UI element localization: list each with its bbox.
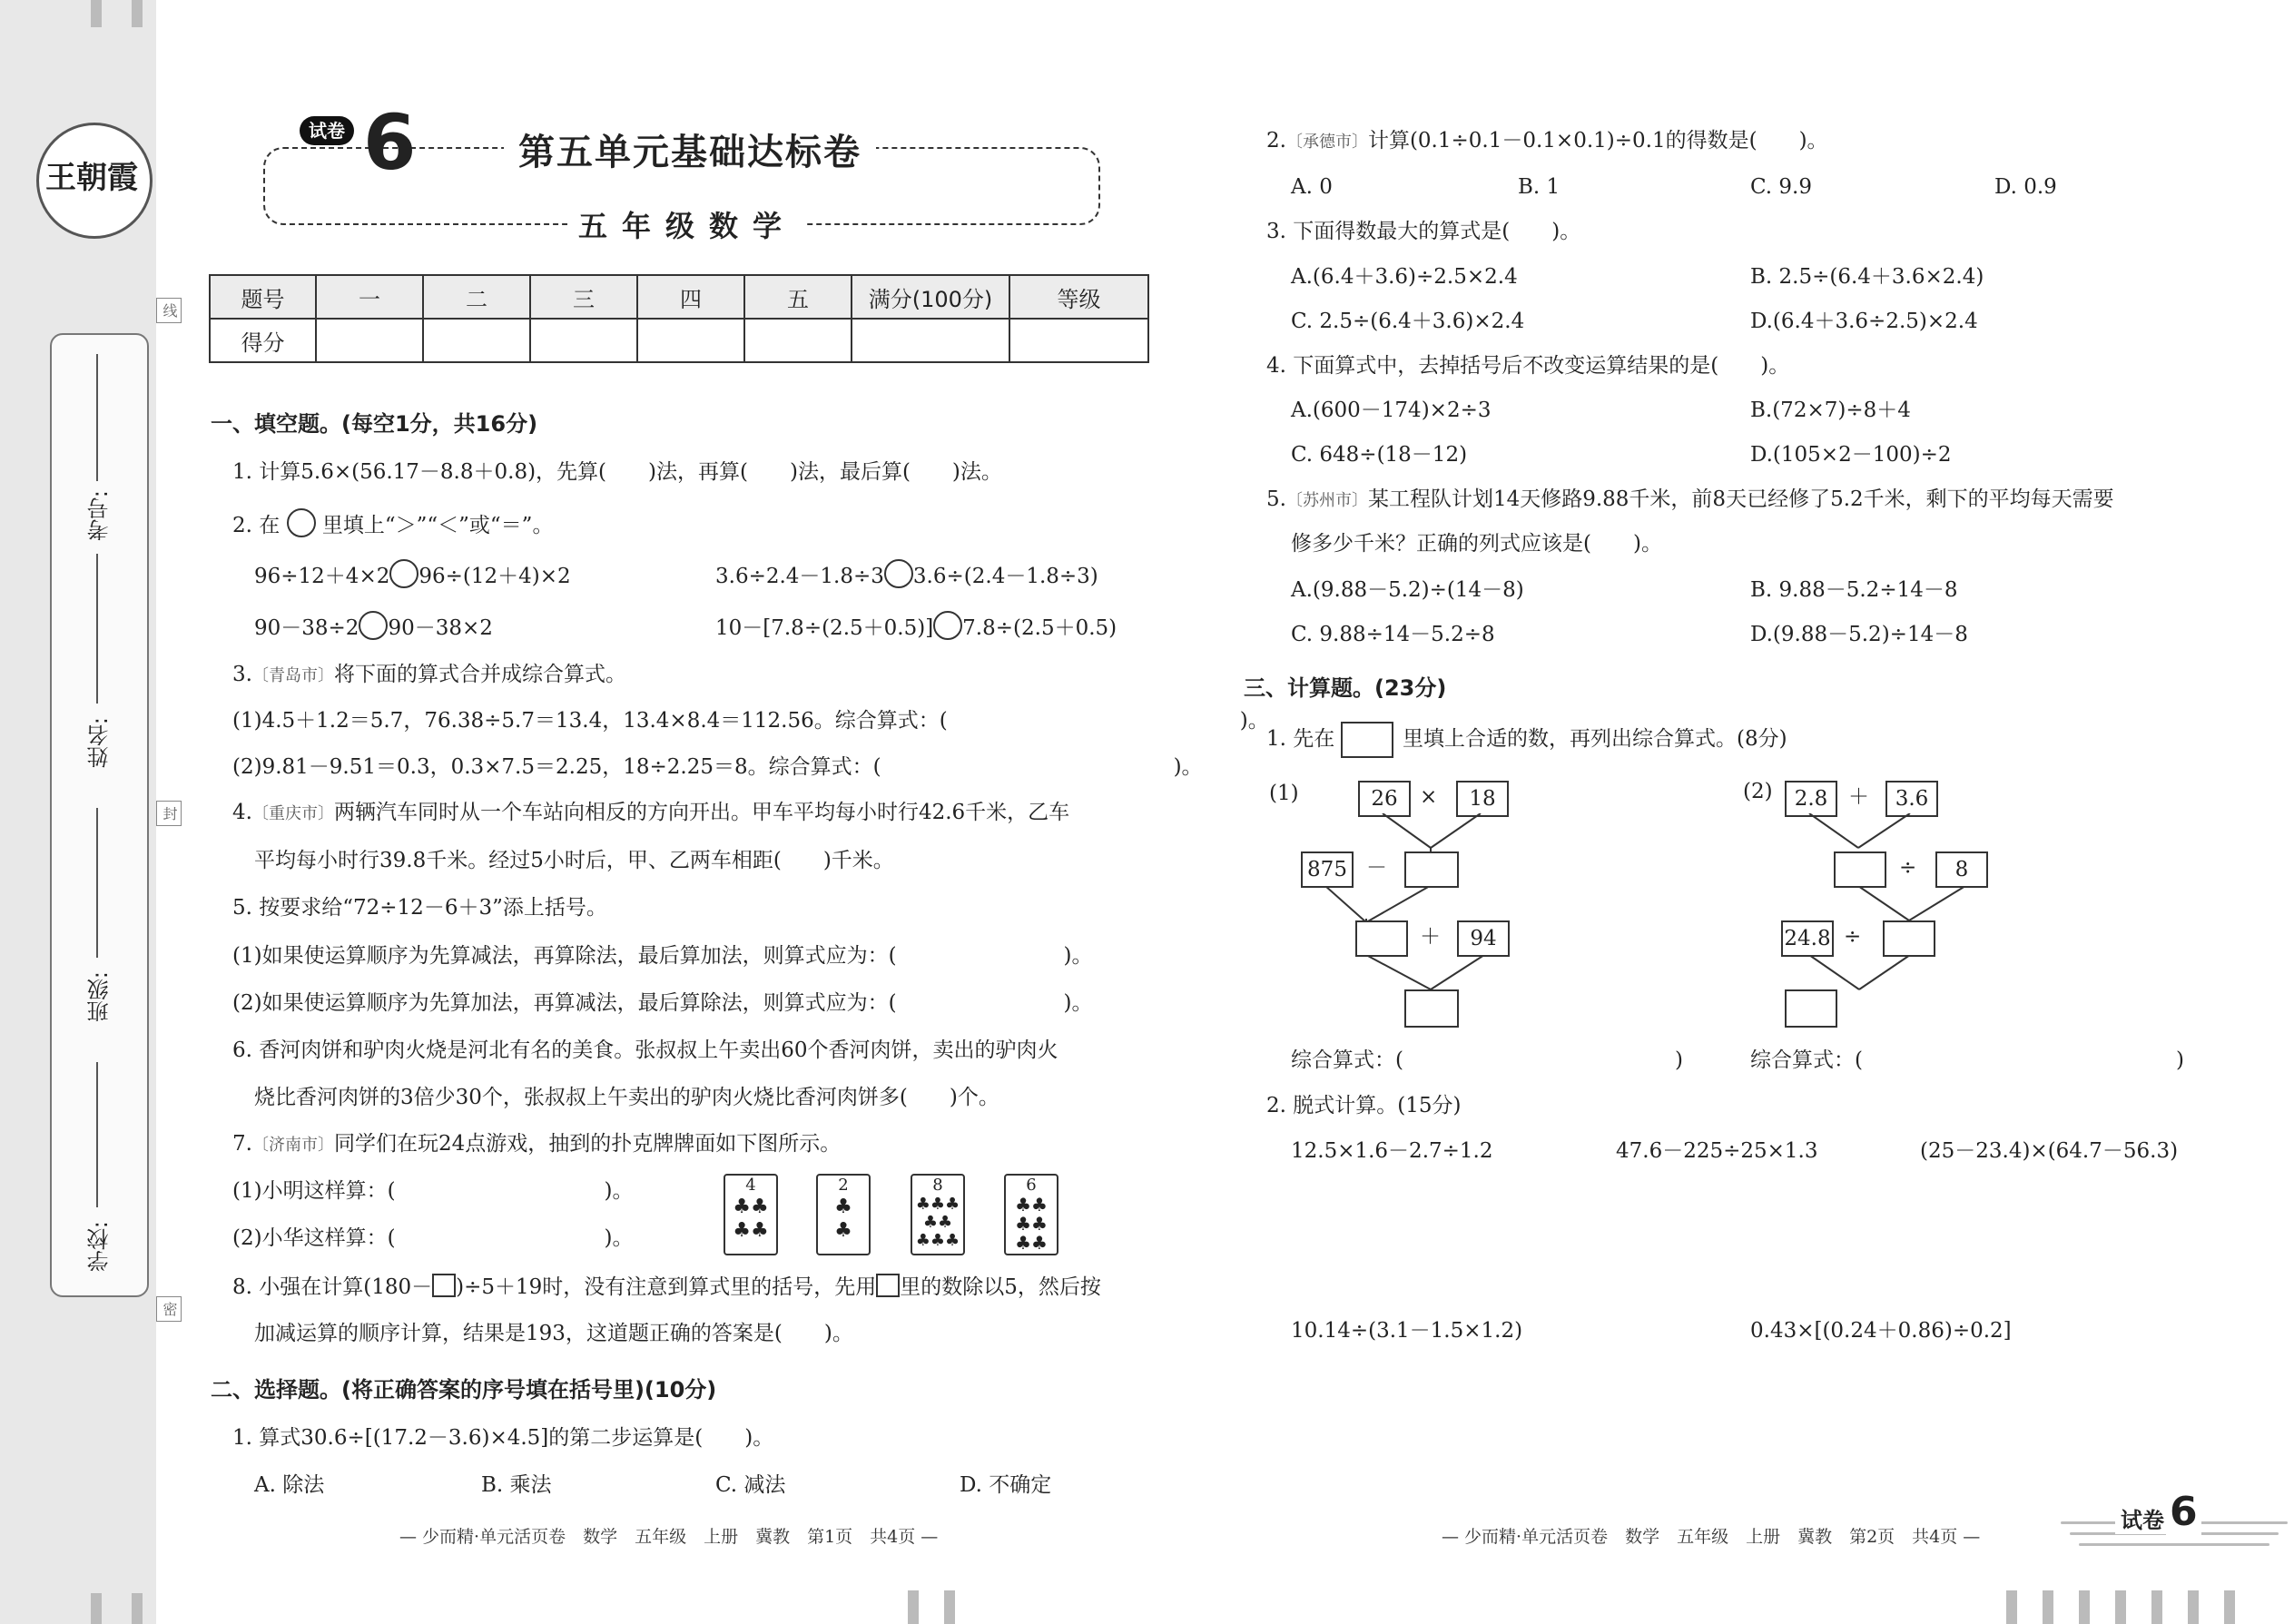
compare-circle[interactable] <box>884 559 913 588</box>
formula-1: 综合算式：( ) <box>1291 1048 1683 1072</box>
logo-text: 王朝霞 <box>45 160 138 196</box>
tree-box: 24.8 <box>1781 920 1834 957</box>
tree-box: 8 <box>1935 851 1988 888</box>
q1-2-prefix: 2. 在 <box>232 514 281 537</box>
binding-tick <box>2079 1590 2090 1624</box>
compare-row <box>715 559 1098 589</box>
q1-5: 5. 按要求给“72÷12－6＋3”添上括号。 <box>232 896 607 920</box>
q-text: 8. 小强在计算(180－ <box>232 1275 433 1299</box>
tree-operator: － <box>1366 856 1387 880</box>
club-icon: ♣♣ ♣♣ <box>733 1196 769 1242</box>
option-b: B. 9.88－5.2÷14－8 <box>1750 578 1958 602</box>
class-field[interactable] <box>96 808 98 958</box>
q-number: 2. <box>1266 129 1286 153</box>
page-subtitle: 五年级数学 <box>567 205 807 247</box>
q1-5-2: (2)如果使运算顺序为先算加法，再算减法，最后算除法，则算式应为：( )。 <box>232 991 1093 1015</box>
playing-card <box>816 1174 871 1255</box>
tree-box: 3.6 <box>1885 781 1938 817</box>
option-d: D. 0.9 <box>1994 175 2057 199</box>
card-rank: 2 <box>838 1176 849 1195</box>
answer-box[interactable] <box>1834 851 1886 888</box>
q1-5-1: (1)如果使运算顺序为先算减法，再算除法，最后算加法，则算式应为：( )。 <box>232 944 1093 968</box>
compare-circle[interactable] <box>933 611 962 640</box>
corner-stripe <box>2079 1543 2269 1546</box>
table-cell: 四 <box>637 275 744 319</box>
q-text: 某工程队计划14天修路9.88千米，前8天已经修了5.2千米，剩下的平均每天需要 <box>1367 487 2114 511</box>
compare-right: 90－38×2 <box>388 616 493 640</box>
blank-square <box>432 1274 456 1297</box>
id-field[interactable] <box>96 354 98 481</box>
answer-box[interactable] <box>1355 920 1408 957</box>
option-b: B. 2.5÷(6.4＋3.6×2.4) <box>1750 265 1984 289</box>
option-a: A. 除法 <box>254 1473 325 1497</box>
q1-7-2: (2)小华这样算：( )。 <box>232 1226 634 1250</box>
calc-expression: 10.14÷(3.1－1.5×1.2) <box>1291 1319 1523 1343</box>
option-c: C. 9.9 <box>1750 175 1812 199</box>
binding-tick <box>2224 1590 2235 1624</box>
tree-box: 2.8 <box>1785 781 1837 817</box>
q3-1: 1. 先在 <box>1266 727 1335 751</box>
compare-left: 10－[7.8÷(2.5＋0.5)] <box>715 616 934 640</box>
corner-number: 6 <box>2166 1489 2201 1535</box>
binding-tick <box>132 0 143 27</box>
compare-right: 3.6÷(2.4－1.8÷3) <box>912 565 1098 588</box>
tree-operator: × <box>1420 785 1438 809</box>
club-icon: ♣ ♣ <box>834 1196 852 1242</box>
option-c: C. 648÷(18－12) <box>1291 443 1468 467</box>
tree-operator: ＋ <box>1848 785 1869 809</box>
tree-label: (1) <box>1269 782 1299 805</box>
q2-3: 3. 下面得数最大的算式是( )。 <box>1266 220 1581 243</box>
q2-5 <box>1266 487 2114 514</box>
answer-box[interactable] <box>1404 851 1459 888</box>
corner-label: 试卷 <box>2115 1502 2170 1534</box>
binding-tick <box>2115 1590 2126 1624</box>
tree-label: (2) <box>1743 780 1773 803</box>
binding-tick <box>91 0 102 27</box>
binding-tick <box>132 1593 143 1624</box>
blank-square <box>876 1274 900 1297</box>
score-cell[interactable] <box>852 319 1009 362</box>
q-number: 7. <box>232 1132 252 1156</box>
score-cell[interactable] <box>744 319 852 362</box>
option-a: A. 0 <box>1291 175 1333 199</box>
q1-2-suffix: 里填上“＞”“＜”或“＝”。 <box>321 514 554 537</box>
q1-7 <box>232 1131 841 1158</box>
option-a: A.(600－174)×2÷3 <box>1291 399 1492 422</box>
name-label: 姓名: <box>87 717 113 769</box>
option-b: B. 乘法 <box>481 1473 552 1497</box>
card-rank: 8 <box>932 1176 943 1195</box>
q1-4 <box>232 800 1069 827</box>
score-table-score-row <box>210 319 1148 362</box>
card-rank: 6 <box>1026 1176 1037 1195</box>
q-text: 将下面的算式合并成综合算式。 <box>333 663 626 686</box>
formula-2: 综合算式：( ) <box>1750 1048 2184 1072</box>
seal-secret: 密 <box>156 1296 182 1322</box>
compare-right: 96÷(12＋4)×2 <box>418 565 571 588</box>
q-text: 里的数除以5，然后按 <box>900 1275 1101 1299</box>
table-cell: 得分 <box>210 319 316 362</box>
binding-tick <box>944 1590 955 1624</box>
binding-tick <box>2188 1590 2199 1624</box>
footer-left: — 少而精·单元活页卷 数学 五年级 上册 冀教 第1页 共4页 — <box>399 1527 939 1547</box>
q1-6-cont: 烧比香河肉饼的3倍少30个，张叔叔上午卖出的驴肉火烧比香河肉饼多( )个。 <box>254 1086 999 1109</box>
school-label: 学校: <box>87 1221 113 1273</box>
q2-5-cont: 修多少千米？正确的列式应该是( )。 <box>1291 532 1662 556</box>
q1-2 <box>232 508 553 538</box>
table-cell: 二 <box>423 275 530 319</box>
city-tag: 〔青岛市〕 <box>251 666 334 685</box>
city-tag: 〔重庆市〕 <box>251 804 334 823</box>
q-number: 4. <box>232 801 252 824</box>
score-cell[interactable] <box>423 319 530 362</box>
q2-4: 4. 下面算式中，去掉括号后不改变运算结果的是( )。 <box>1266 354 1790 378</box>
binding-tick <box>2151 1590 2162 1624</box>
calc-expression: 47.6－225÷25×1.3 <box>1616 1139 1818 1163</box>
binding-tick <box>91 1593 102 1624</box>
binding-tick <box>908 1590 919 1624</box>
tree-box: 26 <box>1358 781 1411 817</box>
option-a: A.(9.88－5.2)÷(14－8) <box>1291 578 1524 602</box>
school-field[interactable] <box>96 1062 98 1207</box>
q-text: 同学们在玩24点游戏，抽到的扑克牌牌面如下图所示。 <box>333 1132 842 1156</box>
card-rank: 4 <box>745 1176 756 1195</box>
compare-left: 90－38÷2 <box>254 616 359 640</box>
compare-left: 3.6÷2.4－1.8÷3 <box>715 565 884 588</box>
compare-row <box>254 559 571 589</box>
binding-tick <box>2006 1590 2017 1624</box>
option-a: A.(6.4＋3.6)÷2.5×2.4 <box>1291 265 1518 289</box>
club-icon: ♣♣♣ ♣♣ ♣♣♣ <box>915 1195 960 1250</box>
option-d: D.(105×2－100)÷2 <box>1750 443 1952 467</box>
q1-3 <box>232 662 626 689</box>
calc-expression: 12.5×1.6－2.7÷1.2 <box>1291 1139 1493 1163</box>
q1-8 <box>232 1274 1101 1300</box>
q2-1: 1. 算式30.6÷[(17.2－3.6)×4.5]的第二步运算是( )。 <box>232 1426 774 1450</box>
table-cell: 题号 <box>210 275 316 319</box>
answer-box[interactable] <box>1785 989 1837 1028</box>
q-number: 3. <box>232 663 252 686</box>
calc-expression: 0.43×[(0.24＋0.86)÷0.2] <box>1750 1319 2012 1343</box>
tree-box: 94 <box>1457 920 1510 957</box>
answer-box[interactable] <box>1404 989 1459 1028</box>
option-c: C. 2.5÷(6.4＋3.6)×2.4 <box>1291 310 1525 333</box>
seal-seal: 封 <box>156 801 182 826</box>
playing-card <box>911 1174 965 1255</box>
tree-operator: ÷ <box>1899 856 1917 880</box>
q-text: )÷5＋19时，没有注意到算式里的括号，先用 <box>456 1275 877 1299</box>
table-cell: 五 <box>744 275 852 319</box>
footer-right: — 少而精·单元活页卷 数学 五年级 上册 冀教 第2页 共4页 — <box>1442 1527 1981 1547</box>
tree-box: 875 <box>1301 851 1354 888</box>
q2-2 <box>1266 128 1828 155</box>
id-label: 考号: <box>87 490 113 542</box>
option-b: B. 1 <box>1518 175 1561 199</box>
table-cell: 一 <box>316 275 423 319</box>
paper-number: 6 <box>363 98 417 187</box>
blank-box <box>1341 722 1393 758</box>
score-cell[interactable] <box>637 319 744 362</box>
paper-badge: 试卷 <box>300 116 354 145</box>
q1-4-cont: 平均每小时行39.8千米。经过5小时后，甲、乙两车相距( )千米。 <box>254 849 894 872</box>
student-info-box <box>50 333 149 1297</box>
q1-8-cont: 加减运算的顺序计算，结果是193，这道题正确的答案是( )。 <box>254 1322 853 1345</box>
compare-left: 96÷12＋4×2 <box>254 565 390 588</box>
q-text: 两辆汽车同时从一个车站向相反的方向开出。甲车平均每小时行42.6千米，乙车 <box>333 801 1070 824</box>
table-cell: 满分(100分) <box>852 275 1009 319</box>
section2-heading: 二、选择题。(将正确答案的序号填在括号里)(10分) <box>211 1377 717 1403</box>
seal-line: 线 <box>156 298 182 323</box>
score-table <box>209 274 1149 363</box>
playing-card <box>724 1174 778 1255</box>
answer-box[interactable] <box>1883 920 1935 957</box>
q-text: 计算(0.1÷0.1－0.1×0.1)÷0.1的得数是( )。 <box>1367 129 1828 153</box>
compare-circle[interactable] <box>359 611 388 640</box>
compare-row <box>715 611 1117 641</box>
option-c: C. 9.88÷14－5.2÷8 <box>1291 623 1495 646</box>
compare-right: 7.8÷(2.5＋0.5) <box>962 616 1117 640</box>
section1-heading: 一、填空题。(每空1分，共16分) <box>211 411 538 437</box>
calc-expression: (25－23.4)×(64.7－56.3) <box>1920 1139 2179 1163</box>
page-title: 第五单元基础达标卷 <box>504 125 876 180</box>
tree-operator: ÷ <box>1844 925 1862 949</box>
class-label: 班级: <box>87 971 113 1023</box>
city-tag: 〔济南市〕 <box>251 1136 334 1155</box>
q3-1-suffix: 里填上合适的数，再列出综合算式。(8分) <box>1403 727 1787 751</box>
compare-row <box>254 611 493 641</box>
option-c: C. 减法 <box>715 1473 786 1497</box>
q1-3-1: (1)4.5＋1.2＝5.7，76.38÷5.7＝13.4，13.4×8.4＝112.56。综合算式：( )。 <box>232 709 1269 733</box>
score-table-header-row <box>210 275 1148 319</box>
score-cell[interactable] <box>1009 319 1148 362</box>
name-field[interactable] <box>96 554 98 704</box>
q3-2: 2. 脱式计算。(15分) <box>1266 1094 1462 1117</box>
option-d: D.(6.4＋3.6÷2.5)×2.4 <box>1750 310 1978 333</box>
q1-3-2: (2)9.81－9.51＝0.3，0.3×7.5＝2.25，18÷2.25＝8。综合算式：( )。 <box>232 755 1203 779</box>
tree-operator: ＋ <box>1420 925 1441 949</box>
playing-card <box>1004 1174 1058 1255</box>
section3-heading: 三、计算题。(23分) <box>1244 675 1447 701</box>
q1-1: 1. 计算5.6×(56.17－8.8＋0.8)，先算( )法，再算( )法，最后算( )法。 <box>232 460 1002 484</box>
score-cell[interactable] <box>530 319 637 362</box>
city-tag: 〔苏州市〕 <box>1285 491 1368 510</box>
q1-6: 6. 香河肉饼和驴肉火烧是河北有名的美食。张叔叔上午卖出60个香河肉饼，卖出的驴肉火 <box>232 1038 1058 1062</box>
city-tag: 〔承德市〕 <box>1285 133 1368 152</box>
binding-tick <box>2043 1590 2053 1624</box>
option-d: D.(9.88－5.2)÷14－8 <box>1750 623 1968 646</box>
table-cell: 三 <box>530 275 637 319</box>
tree-box: 18 <box>1456 781 1509 817</box>
compare-circle <box>287 508 316 537</box>
compare-circle[interactable] <box>389 559 418 588</box>
table-cell: 等级 <box>1009 275 1148 319</box>
club-icon: ♣♣ ♣♣ ♣♣ <box>1015 1194 1048 1254</box>
score-cell[interactable] <box>316 319 423 362</box>
q-number: 5. <box>1266 487 1286 511</box>
option-b: B.(72×7)÷8＋4 <box>1750 399 1911 422</box>
option-d: D. 不确定 <box>960 1473 1052 1497</box>
q1-7-1: (1)小明这样算：( )。 <box>232 1179 634 1203</box>
